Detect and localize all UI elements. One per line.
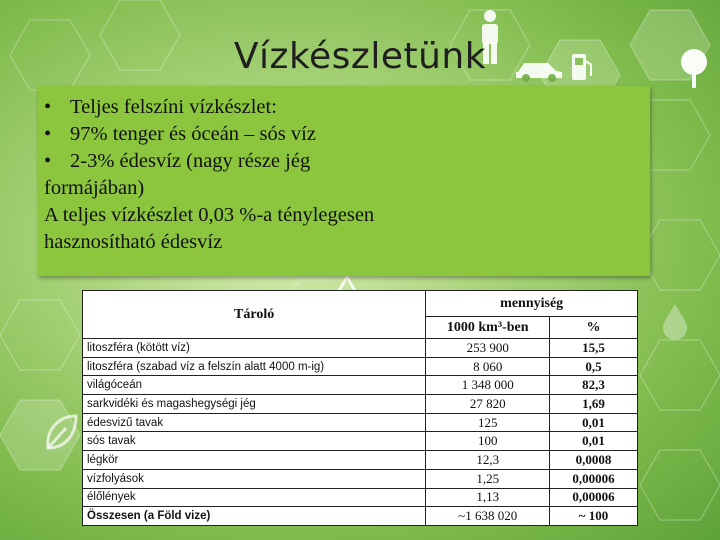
leaf-icon: [40, 410, 80, 454]
row-name: vízfolyások: [83, 469, 426, 488]
row-pct: 0,01: [550, 432, 638, 451]
row-name: litoszféra (kötött víz): [83, 339, 426, 358]
header-storage: Tároló: [83, 291, 426, 339]
row-name: sarkvidéki és magashegységi jég: [83, 395, 426, 414]
row-km: 1,25: [426, 469, 550, 488]
bullet-text: Teljes felszíni vízkészlet:: [70, 96, 277, 118]
row-km: ~1 638 020: [426, 507, 550, 526]
text-line: hasznosítható édesvíz: [44, 231, 223, 253]
bullet-text: 2-3% édesvíz (nagy része jég: [70, 150, 311, 172]
row-pct: 15,5: [550, 339, 638, 358]
header-pct: %: [550, 317, 638, 339]
row-km: 253 900: [426, 339, 550, 358]
bullet-text: 97% tenger és óceán – sós víz: [70, 123, 316, 145]
row-pct: 0,01: [550, 413, 638, 432]
table-row: [83, 432, 638, 451]
table-row: [83, 357, 638, 376]
row-name: sós tavak: [83, 432, 426, 451]
row-name: légkör: [83, 451, 426, 470]
row-km: 1,13: [426, 488, 550, 507]
header-quantity: mennyiség: [426, 291, 638, 317]
table-row: [83, 395, 638, 414]
bullet-line: [44, 121, 644, 148]
row-name: litoszféra (szabad víz a felszín alatt 4000 m-ig): [83, 357, 426, 376]
row-km: 27 820: [426, 395, 550, 414]
header-km: 1000 km³-ben: [426, 317, 550, 339]
row-pct: 1,69: [550, 395, 638, 414]
row-name: élőlények: [83, 488, 426, 507]
row-name: világóceán: [83, 376, 426, 395]
bullet-symbol: •: [44, 123, 52, 145]
table-row: [83, 339, 638, 358]
table-row: [83, 376, 638, 395]
bullet-line: [44, 148, 644, 175]
row-pct: 0,0008: [550, 451, 638, 470]
row-km: 12,3: [426, 451, 550, 470]
row-pct: 82,3: [550, 376, 638, 395]
table-row: [83, 451, 638, 470]
table-row: [83, 469, 638, 488]
row-km: 100: [426, 432, 550, 451]
row-name: édesvizű tavak: [83, 413, 426, 432]
row-km: 125: [426, 413, 550, 432]
water-storage-table: [82, 290, 638, 526]
bullet-symbol: •: [44, 96, 52, 118]
table-total-row: [83, 507, 638, 526]
slide-title: Vízkészletünk: [233, 36, 487, 77]
row-km: 8 060: [426, 357, 550, 376]
table-row: [83, 488, 638, 507]
row-pct: 0,00006: [550, 469, 638, 488]
table-row: [83, 413, 638, 432]
row-pct: 0,00006: [550, 488, 638, 507]
row-pct: ~ 100: [550, 507, 638, 526]
text-line: formájában): [44, 177, 145, 199]
bullet-line: [44, 94, 644, 121]
row-km: 1 348 000: [426, 376, 550, 395]
row-pct: 0,5: [550, 357, 638, 376]
text-box: [38, 86, 650, 276]
bullet-symbol: •: [44, 150, 52, 172]
row-name: Összesen (a Föld vize): [83, 507, 426, 526]
text-line: A teljes vízkészlet 0,03 %-a ténylegesen: [44, 204, 375, 226]
water-drop-icon: [660, 300, 690, 340]
